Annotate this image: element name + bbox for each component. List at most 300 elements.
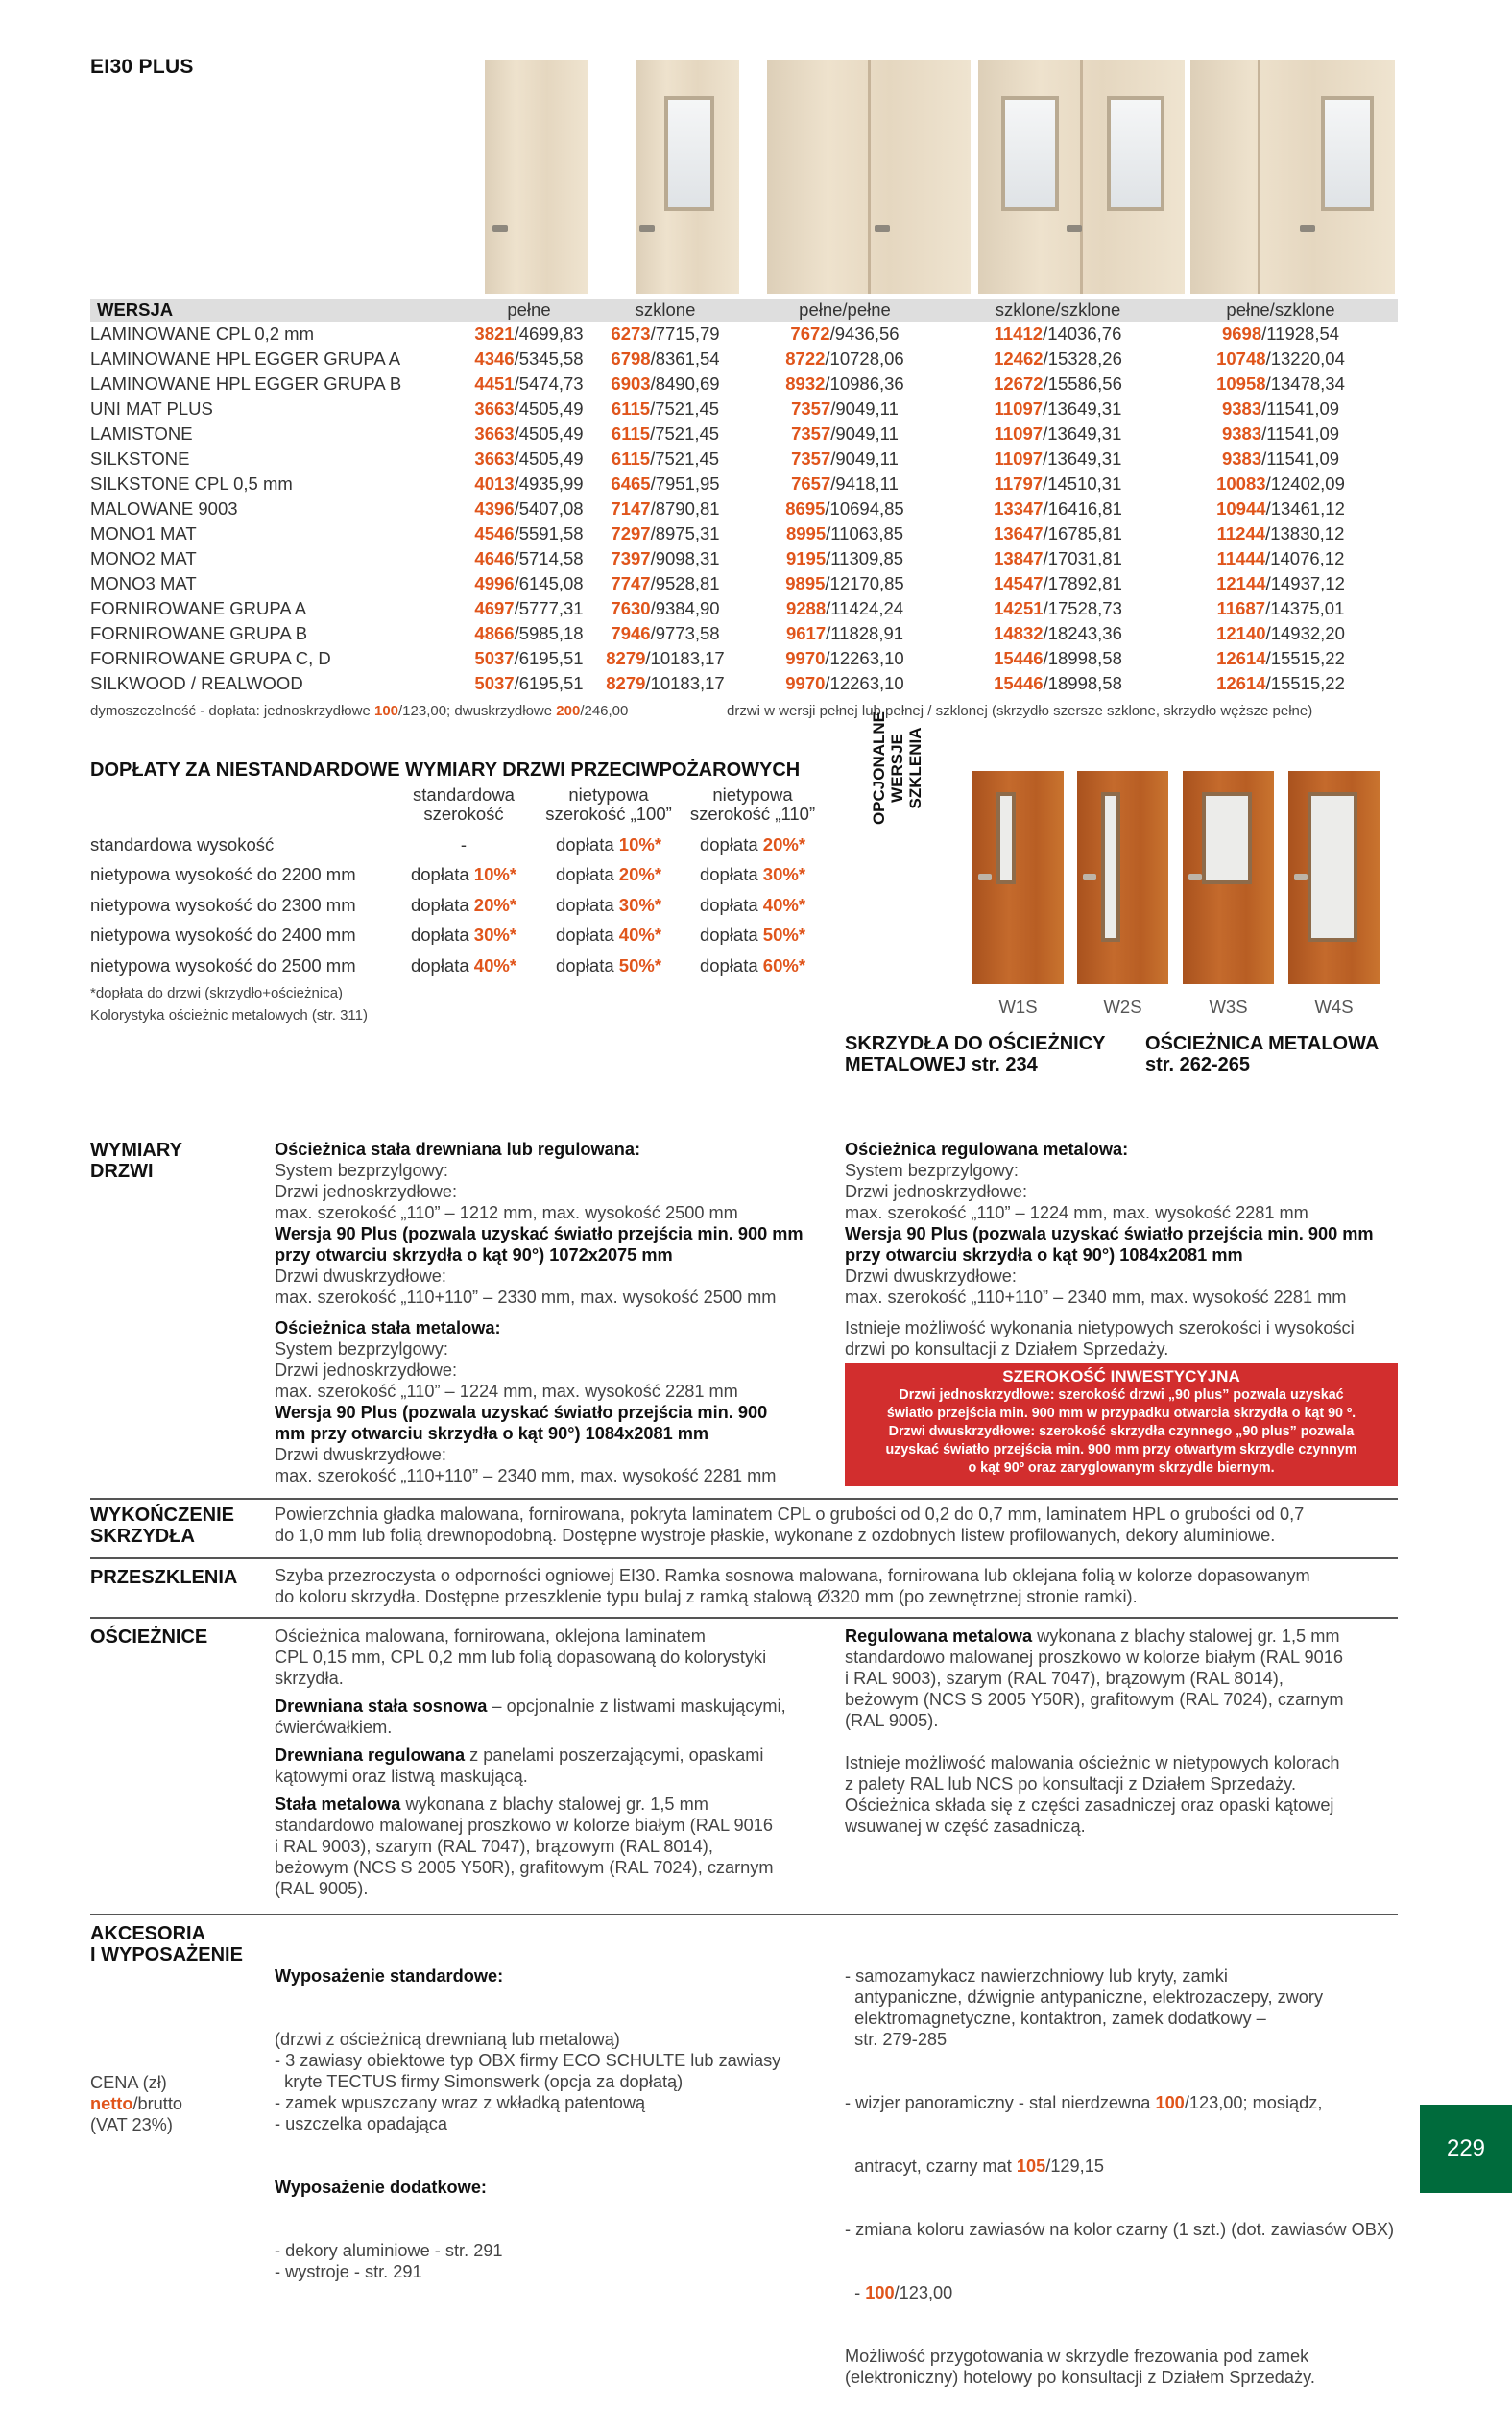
door-glass (1321, 96, 1374, 211)
price-cell (465, 571, 593, 596)
price-cell (465, 446, 593, 471)
column-header: pełne (465, 299, 593, 322)
door-image-full (485, 60, 588, 294)
net-price: 6465 (611, 473, 651, 494)
variant-name: MONO1 MAT (90, 523, 197, 543)
metal-fixed-frame-dimensions: Ościeżnica stała metalowa: System bezprzylgowy: Drzwi jednoskrzydłowe: max. szerokość „110” – 1224 mm, max. wysokość 2281 mm Wersja 90 Plus (pozwala uzyskać światło przejścia min. 900 mm przy otwarciu skrzydła o kąt 90°) 1084x2081 mm Drzwi dwuskrzydłowe: max. szerokość „110+110” – 2340 mm, max. wysokość 2281 mm (275, 1318, 777, 1485)
gross-price: /11424,24 (826, 598, 904, 618)
net-price: 9617 (785, 623, 827, 643)
price-cell (593, 347, 737, 372)
surcharge-cell: - (460, 833, 468, 855)
net-price: 7657 (791, 473, 831, 494)
price-cell (465, 646, 593, 671)
net-price: 13847 (994, 548, 1044, 568)
gross-price: /13478,34 (1265, 373, 1345, 394)
gross-price: /15586,56 (1043, 373, 1122, 394)
gross-price: /5714,58 (514, 548, 584, 568)
surcharge-cell: dopłata 20%* (555, 864, 662, 885)
price-cell (465, 521, 593, 546)
net-price: 3663 (474, 448, 515, 469)
investment-width-box: SZEROKOŚĆ INWESTYCYJNA Drzwi jednoskrzydłowe: szerokość drzwi „90 plus” pozwala uzyskać światło przejścia min. 900 mm w przypadku otwarcia skrzydła o kąt 90 º. Drzwi dwuskrzydłowe: szerokość skrzydła czynnego „90 plus” pozwala uzyskać światło przejścia min. 900 mm przy otwartym skrzydle czynnym o kąt 90º oraz zaryglowanym skrzydle biernym. (845, 1363, 1398, 1486)
gross-price: /5474,73 (514, 373, 584, 394)
net-price: 8932 (785, 373, 826, 394)
price-cell (952, 471, 1164, 496)
surcharge-cell: dopłata 20%* (699, 833, 806, 855)
height-label: nietypowa wysokość do 2300 mm (90, 894, 356, 915)
standard-equipment: Wyposażenie standardowe: (drzwi z ościeżnicą drewnianą lub metalową) - 3 zawiasy obiektowe typ OBX firmy ECO SCHULTE lub zawiasy kryte TECTUS firmy Simonswerk (opcja za dopłatą) - zamek wpuszczany wraz z wkładką patentową - uszczelka opadająca Wyposażenie dodatkowe: - dekory aluminiowe - str. 291 - wystroje - str. 291 (275, 1966, 781, 2281)
page-number: 229 (1420, 2105, 1512, 2193)
door-image-glazed-glazed (978, 60, 1185, 294)
gross-price: /7715,79 (650, 324, 720, 344)
price-cell (737, 546, 952, 571)
net-price: 11412 (994, 324, 1044, 344)
price-cell (952, 422, 1164, 446)
price-cell (465, 347, 593, 372)
price-cell (1164, 646, 1398, 671)
smoke-seal-note: dymoszczelność - dopłata: jednoskrzydłowe 100/123,00; dwuskrzydłowe 200/246,00 (90, 703, 629, 719)
gross-price: /11541,09 (1261, 398, 1340, 419)
net-price: 12144 (1216, 573, 1266, 593)
gross-price: /17892,81 (1043, 573, 1122, 593)
price-row (90, 671, 1398, 696)
net-price: 6273 (611, 324, 651, 344)
gross-price: /11828,91 (826, 623, 904, 643)
variant-name: MONO2 MAT (90, 548, 197, 568)
door-handle-icon (639, 225, 655, 232)
glazing-option-label: W2S (1103, 997, 1142, 1017)
price-row (90, 571, 1398, 596)
price-cell (593, 446, 737, 471)
price-cell (1164, 446, 1398, 471)
gross-price: /11309,85 (826, 548, 904, 568)
height-label: nietypowa wysokość do 2400 mm (90, 925, 356, 946)
price-cell (465, 397, 593, 422)
gross-price: /14937,12 (1265, 573, 1345, 593)
price-cell (952, 596, 1164, 621)
price-row (90, 446, 1398, 471)
net-price: 9698 (1221, 324, 1262, 344)
net-price: 12140 (1216, 623, 1266, 643)
gross-price: /15515,22 (1265, 673, 1345, 693)
surcharge-cell: dopłata 30%* (555, 894, 662, 915)
price-cell (593, 422, 737, 446)
variant-name: FORNIROWANE GRUPA B (90, 623, 308, 643)
net-price: 7297 (611, 523, 651, 543)
price-cell (952, 546, 1164, 571)
price-legend: CENA (zł) netto/brutto (VAT 23%) (90, 2073, 183, 2134)
glazing-option-label: W1S (998, 997, 1038, 1017)
glazing-w4s-image (1288, 771, 1380, 984)
net-price: 9895 (785, 573, 826, 593)
price-row (90, 397, 1398, 422)
surcharge-cell: dopłata 10%* (555, 833, 662, 855)
price-table (90, 299, 1398, 696)
page-title: EI30 PLUS (90, 56, 194, 78)
net-price: 6903 (611, 373, 651, 394)
price-row (90, 471, 1398, 496)
net-price: 14547 (994, 573, 1044, 593)
surcharge-cell: dopłata 30%* (699, 864, 806, 885)
price-cell (737, 571, 952, 596)
net-price: 5037 (474, 673, 515, 693)
link-metal-frame[interactable]: OŚCIEŻNICA METALOWA str. 262-265 (1145, 1033, 1380, 1075)
net-price: 5037 (474, 648, 515, 668)
price-cell (465, 546, 593, 571)
gross-price: /11928,54 (1261, 324, 1340, 344)
price-cell (952, 521, 1164, 546)
column-header: pełne/pełne (737, 299, 952, 322)
price-cell (952, 671, 1164, 696)
net-price: 4546 (474, 523, 515, 543)
net-price: 4396 (474, 498, 515, 518)
net-price: 7357 (791, 423, 831, 444)
price-cell (1164, 571, 1398, 596)
gross-price: /12170,85 (825, 573, 904, 593)
column-header: pełne/szklone (1164, 299, 1398, 322)
gross-price: /14375,01 (1265, 598, 1345, 618)
variant-name: LAMINOWANE HPL EGGER GRUPA B (90, 373, 402, 394)
net-price: 11797 (994, 473, 1044, 494)
price-cell (1164, 596, 1398, 621)
net-price: 9383 (1221, 398, 1262, 419)
variant-name: LAMINOWANE CPL 0,2 mm (90, 324, 315, 344)
net-price: 13347 (994, 498, 1044, 518)
price-cell (1164, 322, 1398, 347)
frame-color-note: Kolorystyka ościeżnic metalowych (str. 311) (90, 1007, 368, 1024)
variant-name: SILKSTONE CPL 0,5 mm (90, 473, 293, 494)
door-glass (1107, 96, 1164, 211)
section-divider (90, 1617, 1398, 1619)
net-price: 6798 (611, 349, 651, 369)
glazing-w3s-image (1183, 771, 1274, 984)
net-price: 11097 (994, 398, 1044, 419)
gross-price: /14036,76 (1043, 324, 1122, 344)
section-divider (90, 1498, 1398, 1500)
net-price: 6115 (611, 423, 651, 444)
net-price: 9288 (785, 598, 827, 618)
net-price: 6115 (611, 448, 651, 469)
net-price: 9383 (1221, 423, 1262, 444)
door-image-full-glazed (1190, 60, 1395, 294)
price-row (90, 422, 1398, 446)
gross-price: /18243,36 (1043, 623, 1122, 643)
price-cell (1164, 621, 1398, 646)
gross-price: /15515,22 (1265, 648, 1345, 668)
price-cell (952, 446, 1164, 471)
net-price: 11444 (1216, 548, 1266, 568)
net-price: 4646 (474, 548, 515, 568)
net-price: 10944 (1216, 498, 1266, 518)
surcharge-cell: dopłata 40%* (555, 925, 662, 946)
gross-price: /6195,51 (514, 673, 584, 693)
net-price: 9970 (785, 673, 826, 693)
gross-price: /11541,09 (1261, 448, 1340, 469)
gross-price: /9773,58 (650, 623, 720, 643)
gross-price: /6145,08 (514, 573, 584, 593)
gross-price: /18998,58 (1043, 648, 1122, 668)
price-cell (952, 571, 1164, 596)
link-metal-frame-leaves[interactable]: SKRZYDŁA DO OŚCIEŻNICY METALOWEJ str. 234 (845, 1033, 1106, 1075)
gross-price: /5407,08 (514, 498, 584, 518)
section-heading-finish: WYKOŃCZENIE SKRZYDŁA (90, 1505, 234, 1547)
glazing-options-label: OPCJONALNE WERSJE SZKLENIA (870, 711, 924, 826)
variant-name: SILKSTONE (90, 448, 190, 469)
net-price: 7672 (790, 324, 830, 344)
frames-description-right: Regulowana metalowa wykonana z blachy stalowej gr. 1,5 mm standardowo malowanej proszkowo w kolorze białym (RAL 9016 i RAL 9003), szarym (RAL 7047), brązowym (RAL 8014), beżowym (NCS S 2005 Y50R), grafitowym (RAL 7024), czarnym (RAL 9005). Istnieje możliwość malowania ościeżnic w nietypowych kolorach z palety RAL lub NCS po konsultacji z Działem Sprzedaży. Ościeżnica składa się z części zasadniczej oraz opaski kątowej wsuwanej w część zasadniczą. (845, 1626, 1344, 1836)
variant-name: LAMISTONE (90, 423, 193, 444)
gross-price: /9049,11 (830, 398, 899, 419)
price-cell (465, 671, 593, 696)
price-cell (465, 621, 593, 646)
price-cell (737, 646, 952, 671)
column-header: nietypowa szerokość „100” (545, 784, 672, 824)
gross-price: /9384,90 (650, 598, 720, 618)
gross-price: /17031,81 (1043, 548, 1122, 568)
price-cell (593, 322, 737, 347)
column-header: WERSJA (90, 299, 465, 322)
net-price: 13647 (994, 523, 1044, 543)
surcharge-title: DOPŁATY ZA NIESTANDARDOWE WYMIARY DRZWI PRZECIWPOŻAROWYCH (90, 759, 801, 781)
gross-price: /4935,99 (514, 473, 584, 494)
gross-price: /9528,81 (650, 573, 720, 593)
price-cell (593, 621, 737, 646)
door-handle-icon (1067, 225, 1082, 232)
net-price: 7747 (611, 573, 651, 593)
surcharge-cell: dopłata 40%* (410, 954, 517, 976)
price-cell (737, 347, 952, 372)
column-header: szklone/szklone (952, 299, 1164, 322)
gross-price: /7521,45 (650, 423, 720, 444)
net-price: 4346 (474, 349, 515, 369)
net-price: 7397 (611, 548, 651, 568)
gross-price: /9098,31 (650, 548, 720, 568)
price-cell (593, 571, 737, 596)
height-label: nietypowa wysokość do 2200 mm (90, 864, 356, 885)
price-cell (737, 422, 952, 446)
price-row (90, 521, 1398, 546)
price-cell (465, 372, 593, 397)
gross-price: /18998,58 (1043, 673, 1122, 693)
net-price: 12614 (1216, 673, 1266, 693)
price-cell (737, 372, 952, 397)
gross-price: /12263,10 (825, 648, 904, 668)
net-price: 10748 (1216, 349, 1266, 369)
gross-price: /10728,06 (825, 349, 904, 369)
variant-name: MONO3 MAT (90, 573, 197, 593)
net-price: 12614 (1216, 648, 1266, 668)
gross-price: /14076,12 (1265, 548, 1345, 568)
net-price: 4697 (474, 598, 515, 618)
price-row (90, 372, 1398, 397)
net-price: 15446 (994, 648, 1044, 668)
section-heading-accessories: AKCESORIA I WYPOSAŻENIE (90, 1923, 243, 1965)
price-cell (1164, 671, 1398, 696)
door-glass (1001, 96, 1059, 211)
net-price: 8995 (785, 523, 827, 543)
gross-price: /9418,11 (830, 473, 899, 494)
finish-description: Powierzchnia gładka malowana, fornirowana, pokryta laminatem CPL o grubości od 0,2 do 0,7 mm, laminatem HPL o grubości od 0,7 do 1,0 mm lub folią drewnopodobną. Dostępne wystroje płaskie, wykonane z ozdobnych listew profilowanych, dekory aluminiowe. (275, 1505, 1305, 1545)
net-price: 3663 (474, 398, 515, 419)
price-cell (465, 422, 593, 446)
gross-price: /12402,09 (1265, 473, 1345, 494)
net-price: 7147 (611, 498, 651, 518)
gross-price: /7521,45 (650, 398, 720, 419)
net-price: 7630 (611, 598, 651, 618)
section-heading-glazing: PRZESZKLENIA (90, 1567, 238, 1588)
gross-price: /5591,58 (514, 523, 584, 543)
surcharge-cell: dopłata 40%* (699, 894, 806, 915)
gross-price: /10694,85 (825, 498, 904, 518)
surcharge-cell: dopłata 50%* (699, 925, 806, 946)
net-price: 3663 (474, 423, 515, 444)
section-heading-frames: OŚCIEŻNICE (90, 1626, 208, 1648)
net-price: 12462 (994, 349, 1044, 369)
gross-price: /4699,83 (514, 324, 584, 344)
net-price: 8279 (606, 648, 646, 668)
gross-price: /8975,31 (650, 523, 720, 543)
gross-price: /12263,10 (825, 673, 904, 693)
price-cell (737, 621, 952, 646)
surcharge-row (90, 951, 820, 981)
column-header: szklone (593, 299, 737, 322)
gross-price: /11541,09 (1261, 423, 1340, 444)
gross-price: /5985,18 (514, 623, 584, 643)
gross-price: /7521,45 (650, 448, 720, 469)
price-cell (952, 372, 1164, 397)
surcharge-row (90, 860, 820, 891)
price-cell (465, 471, 593, 496)
net-price: 9383 (1221, 448, 1262, 469)
price-cell (593, 646, 737, 671)
price-cell (1164, 372, 1398, 397)
gross-price: /13830,12 (1265, 523, 1345, 543)
net-price: 15446 (994, 673, 1044, 693)
price-row (90, 347, 1398, 372)
net-price: 4866 (474, 623, 515, 643)
net-price: 9195 (785, 548, 827, 568)
price-cell (737, 671, 952, 696)
door-handle-icon (1300, 225, 1315, 232)
variant-name: LAMINOWANE HPL EGGER GRUPA A (90, 349, 401, 369)
glazing-w1s-image (972, 771, 1064, 984)
price-cell (952, 322, 1164, 347)
price-cell (737, 496, 952, 521)
price-cell (737, 397, 952, 422)
section-heading-dimensions: WYMIARY DRZWI (90, 1140, 182, 1182)
price-cell (952, 397, 1164, 422)
metal-adjustable-frame-dimensions: Ościeżnica regulowana metalowa: System bezprzylgowy: Drzwi jednoskrzydłowe: max. szerokość „110” – 1224 mm, max. wysokość 2281 mm Wersja 90 Plus (pozwala uzyskać światło przejścia min. 900 mm przy otwarciu skrzydła o kąt 90°) 1084x2081 mm Drzwi dwuskrzydłowe: max. szerokość „110+110” – 2340 mm, max. wysokość 2281 mm (845, 1140, 1374, 1307)
surcharge-cell: dopłata 30%* (410, 925, 517, 946)
gross-price: /14510,31 (1043, 473, 1122, 494)
price-row (90, 596, 1398, 621)
variant-name: SILKWOOD / REALWOOD (90, 673, 303, 693)
price-cell (737, 471, 952, 496)
gross-price: /7951,95 (650, 473, 720, 494)
net-price: 8722 (785, 349, 826, 369)
price-cell (593, 521, 737, 546)
surcharge-table (90, 785, 820, 981)
gross-price: /10183,17 (645, 673, 725, 693)
variant-name: FORNIROWANE GRUPA A (90, 598, 307, 618)
height-label: standardowa wysokość (90, 833, 275, 855)
gross-price: /8490,69 (650, 373, 720, 394)
net-price: 7357 (791, 448, 831, 469)
price-cell (465, 596, 593, 621)
net-price: 11244 (1216, 523, 1266, 543)
section-divider (90, 1557, 1398, 1559)
net-price: 9970 (785, 648, 826, 668)
net-price: 11687 (1216, 598, 1266, 618)
price-row (90, 546, 1398, 571)
price-cell (737, 596, 952, 621)
gross-price: /8361,54 (650, 349, 720, 369)
net-price: 11097 (994, 448, 1044, 469)
net-price: 4996 (474, 573, 515, 593)
price-cell (593, 496, 737, 521)
net-price: 10958 (1216, 373, 1266, 394)
price-cell (952, 347, 1164, 372)
door-handle-icon (875, 225, 890, 232)
door-handle-icon (492, 225, 508, 232)
section-divider (90, 1914, 1398, 1915)
gross-price: /9436,56 (829, 324, 900, 344)
gross-price: /10183,17 (645, 648, 725, 668)
price-row (90, 496, 1398, 521)
net-price: 14251 (994, 598, 1044, 618)
surcharge-cell: dopłata 20%* (410, 894, 517, 915)
price-cell (1164, 422, 1398, 446)
gross-price: /15328,26 (1043, 349, 1122, 369)
net-price: 7357 (791, 398, 831, 419)
price-cell (593, 397, 737, 422)
net-price: 11097 (994, 423, 1044, 444)
gross-price: /14932,20 (1265, 623, 1345, 643)
gross-price: /4505,49 (514, 398, 584, 419)
gross-price: /10986,36 (825, 373, 904, 394)
price-cell (952, 646, 1164, 671)
gross-price: /16416,81 (1043, 498, 1122, 518)
price-cell (593, 596, 737, 621)
gross-price: /16785,81 (1043, 523, 1122, 543)
gross-price: /13649,31 (1043, 398, 1122, 419)
price-cell (952, 621, 1164, 646)
gross-price: /8790,81 (650, 498, 720, 518)
gross-price: /11063,85 (826, 523, 904, 543)
surcharge-cell: dopłata 60%* (699, 954, 806, 976)
price-cell (1164, 471, 1398, 496)
price-cell (1164, 521, 1398, 546)
price-cell (593, 471, 737, 496)
price-cell (593, 372, 737, 397)
glazing-w2s-image (1077, 771, 1168, 984)
gross-price: /13649,31 (1043, 448, 1122, 469)
height-label: nietypowa wysokość do 2500 mm (90, 954, 356, 976)
variant-name: FORNIROWANE GRUPA C, D (90, 648, 331, 668)
net-price: 7946 (611, 623, 651, 643)
custom-dimensions-note: Istnieje możliwość wykonania nietypowych szerokości i wysokości drzwi po konsultacji z Działem Sprzedaży. (845, 1318, 1355, 1359)
price-row (90, 646, 1398, 671)
price-row (90, 621, 1398, 646)
price-cell (1164, 496, 1398, 521)
net-price: 10083 (1216, 473, 1266, 494)
surcharge-cell: dopłata 10%* (410, 864, 517, 885)
variant-name: UNI MAT PLUS (90, 398, 213, 419)
price-table-header (90, 299, 1398, 322)
surcharge-footnote: *dopłata do drzwi (skrzydło+ościeżnica) (90, 985, 344, 1001)
glazing-description: Szyba przezroczysta o odporności ogniowej EI30. Ramka sosnowa malowana, fornirowana lub oklejana folią w kolorze dopasowanym do koloru skrzydła. Dostępne przeszklenie typu bulaj z ramką stalową Ø320 mm (po zewnętrznej stronie ramki). (275, 1566, 1310, 1606)
price-cell (1164, 546, 1398, 571)
price-cell (737, 446, 952, 471)
